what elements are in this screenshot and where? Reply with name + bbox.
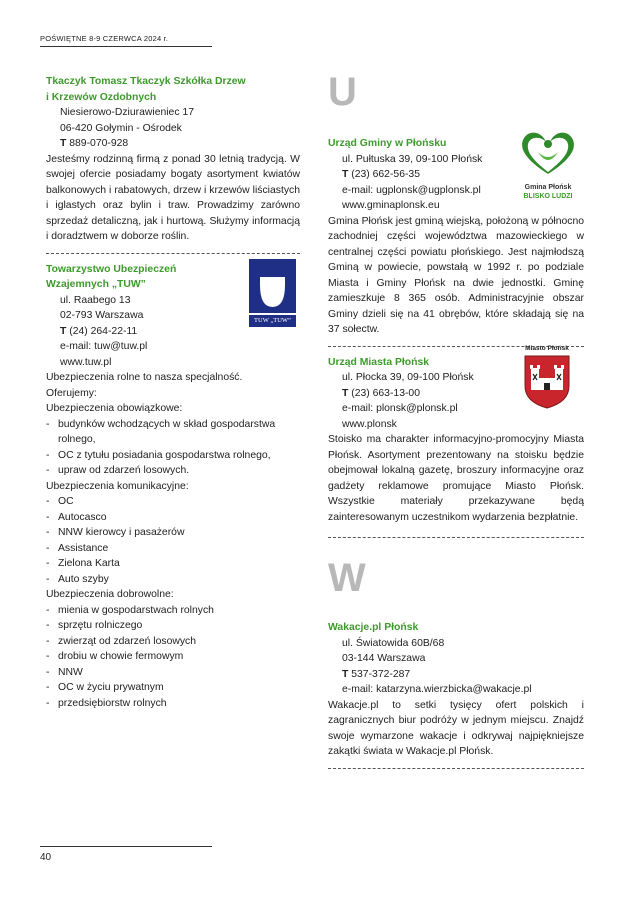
list-item: - NNW kierowcy i pasażerów bbox=[46, 525, 300, 541]
list-item: - OC w życiu prywatnym bbox=[46, 680, 300, 696]
phone-number: (23) 663-13-00 bbox=[351, 387, 420, 399]
section-divider bbox=[328, 537, 584, 538]
phone-number: 537-372-287 bbox=[351, 668, 411, 680]
list-item: - drobiu w chowie fermowym bbox=[46, 649, 300, 665]
section-letter-w: W bbox=[328, 556, 366, 600]
page-number: 40 bbox=[40, 852, 52, 863]
crest-label: Miasto Płońsk bbox=[525, 345, 569, 352]
tuw-address-line1: ul. Raabego 13 bbox=[60, 294, 131, 306]
list-item: - upraw od zdarzeń losowych. bbox=[46, 463, 300, 479]
phone-number: (23) 662-56-35 bbox=[351, 169, 420, 180]
list-item: - Zielona Karta bbox=[46, 556, 300, 572]
section-divider bbox=[46, 253, 300, 254]
list-item: rolnego, bbox=[58, 434, 96, 445]
tuw-title-line2: Wzajemnych „TUW” bbox=[46, 279, 146, 290]
gmina-email: e-mail: ugplonsk@ugplonsk.pl bbox=[342, 184, 481, 196]
heart-leaves-icon bbox=[516, 128, 580, 178]
miasto-description: Stoisko ma charakter informacyjno-promocyjny Miasta Płońsk. Asortyment prezentowany na stoisku będzie obejmował lokalną gazetę, broszury informacyjne oraz gadżety reklamowe promujące Miasto Płońsk. Wszystkie materiały przekazywane będą zainteresowanym uczestnikom wydarzenia bezpłatnie. bbox=[328, 434, 584, 523]
wakacje-description: Wakacje.pl to setki tysięcy ofert polskich i zagranicznych biur podróży w jednym miejscu. Znajdź swoje wymarzone wakacje i odkrywaj najpiękniejsze zakątki świata w Wakacje.pl Płońsk. bbox=[328, 699, 584, 757]
list-item: - budynków wchodzących w skład gospodarstwa bbox=[46, 417, 300, 433]
gmina-address: ul. Pułtuska 39, 09-100 Płońsk bbox=[342, 153, 483, 165]
spacer bbox=[328, 598, 584, 620]
gmina-description: Gmina Płońsk jest gminą wiejską, położoną w północno zachodniej części województwa mazowieckiego w centralnej części powiatu płońskiego. Jest najmłodszą Gminą w powiecie, powstałą w 1992 r. po podziale Miasta i Gminy Płońsk na dwie jednostki. Gminę zamieszkuje 8 365 osób. Administracyjnie obszar Gminy dzieli się na 41 obrębów, które składają się na 37 sołectw. bbox=[328, 215, 584, 335]
gmina-website: www.gminaplonsk.eu bbox=[342, 200, 440, 211]
list-item: - OC z tytułu posiadania gospodarstwa rolnego, bbox=[46, 448, 300, 464]
tuw-list-vehicle bbox=[46, 494, 300, 587]
tuw-heading-vehicle: Ubezpieczenia komunikacyjne: bbox=[46, 480, 189, 492]
tkaczyk-title-line1: Tkaczyk Tomasz Tkaczyk Szkółka Drzew bbox=[46, 76, 246, 87]
phone-prefix: T bbox=[342, 169, 349, 180]
wakacje-phone bbox=[328, 667, 584, 683]
list-item: - przedsiębiorstw rolnych bbox=[46, 696, 300, 712]
spacer bbox=[328, 546, 584, 558]
list-item: - Assistance bbox=[46, 541, 300, 557]
list-item: - Auto szyby bbox=[46, 572, 300, 588]
wakacje-address-line2: 03-144 Warszawa bbox=[342, 653, 426, 664]
gmina-logo-line1: Gmina Płońsk bbox=[524, 184, 572, 191]
phone-number: 889-070-928 bbox=[69, 138, 129, 149]
page-header: POŚWIĘTNE 8-9 CZERWCA 2024 r. bbox=[40, 34, 169, 43]
left-column bbox=[46, 74, 300, 711]
header-rule bbox=[40, 46, 212, 47]
miasto-website: www.plonsk bbox=[342, 418, 397, 430]
tuw-email: e-mail: tuw@tuw.pl bbox=[60, 341, 148, 352]
tkaczyk-address-line1: Niesierowo-Dziurawieniec 17 bbox=[60, 107, 194, 118]
gmina-plonsk-logo bbox=[516, 128, 580, 198]
list-item: - NNW bbox=[46, 665, 300, 681]
tkaczyk-description: Jesteśmy rodzinną firmą z ponad 30 letnią tradycją. W swojej ofercie posiadamy bogaty asortyment kwiatów balkonowych i rabatowych, drzew i krzewów liściastych i iglastych oraz bylin i traw. Prowadzimy zarówno sprzedaż detaliczną, jak i hurtową. Służymy informacją i doradztwem w doborze roślin. bbox=[46, 153, 300, 242]
footer-rule bbox=[40, 846, 212, 847]
tkaczyk-title-line2: i Krzewów Ozdobnych bbox=[46, 91, 157, 103]
tuw-heading-voluntary: Ubezpieczenia dobrowolne: bbox=[46, 589, 174, 600]
miasto-plonsk-crest bbox=[522, 344, 572, 410]
tuw-title-line1: Towarzystwo Ubezpieczeń bbox=[46, 263, 177, 275]
tuw-list-voluntary bbox=[46, 603, 300, 712]
gmina-title: Urząd Gminy w Płońsku bbox=[328, 138, 447, 149]
list-item: - Autocasco bbox=[46, 510, 300, 526]
miasto-title: Urząd Miasta Płońsk bbox=[328, 356, 430, 368]
list-item: - zwierząt od zdarzeń losowych bbox=[46, 634, 300, 650]
tuw-intro: Ubezpieczenia rolne to nasza specjalność. bbox=[46, 372, 243, 383]
tuw-address-line2: 02-793 Warszawa bbox=[60, 310, 144, 321]
tuw-list-mandatory bbox=[46, 417, 300, 479]
tuw-heading-mandatory: Ubezpieczenia obowiązkowe: bbox=[46, 403, 183, 414]
phone-prefix: T bbox=[60, 138, 67, 149]
section-letter-u: U bbox=[328, 70, 357, 114]
castle-crest-icon bbox=[522, 354, 572, 410]
tuw-website: www.tuw.pl bbox=[60, 356, 112, 368]
list-item: - sprzętu rolniczego bbox=[46, 618, 300, 634]
tuw-logo bbox=[245, 255, 300, 329]
tuw-offer-label: Oferujemy: bbox=[46, 387, 97, 399]
list-item: - OC bbox=[46, 494, 300, 510]
gmina-logo-line2: BLISKO LUDZI bbox=[523, 193, 573, 200]
phone-prefix: T bbox=[60, 325, 67, 337]
section-divider bbox=[328, 768, 584, 769]
list-item: - mienia w gospodarstwach rolnych bbox=[46, 603, 300, 619]
wakacje-address-line1: ul. Światowida 60B/68 bbox=[342, 637, 445, 649]
phone-number: (24) 264-22-11 bbox=[69, 325, 138, 337]
phone-prefix: T bbox=[342, 668, 349, 680]
phone-prefix: T bbox=[342, 387, 349, 399]
tkaczyk-address-line2: 06-420 Gołymin - Ośrodek bbox=[60, 122, 182, 134]
wakacje-title: Wakacje.pl Płońsk bbox=[328, 622, 419, 633]
tuw-logo-text: TUW „TUW” bbox=[254, 317, 291, 324]
miasto-address: ul. Płocka 39, 09-100 Płońsk bbox=[342, 372, 474, 383]
wakacje-email: e-mail: katarzyna.wierzbicka@wakacje.pl bbox=[342, 684, 532, 695]
tkaczyk-phone bbox=[46, 136, 300, 152]
miasto-email: e-mail: plonsk@plonsk.pl bbox=[342, 403, 458, 414]
tkaczyk-title bbox=[46, 74, 300, 105]
